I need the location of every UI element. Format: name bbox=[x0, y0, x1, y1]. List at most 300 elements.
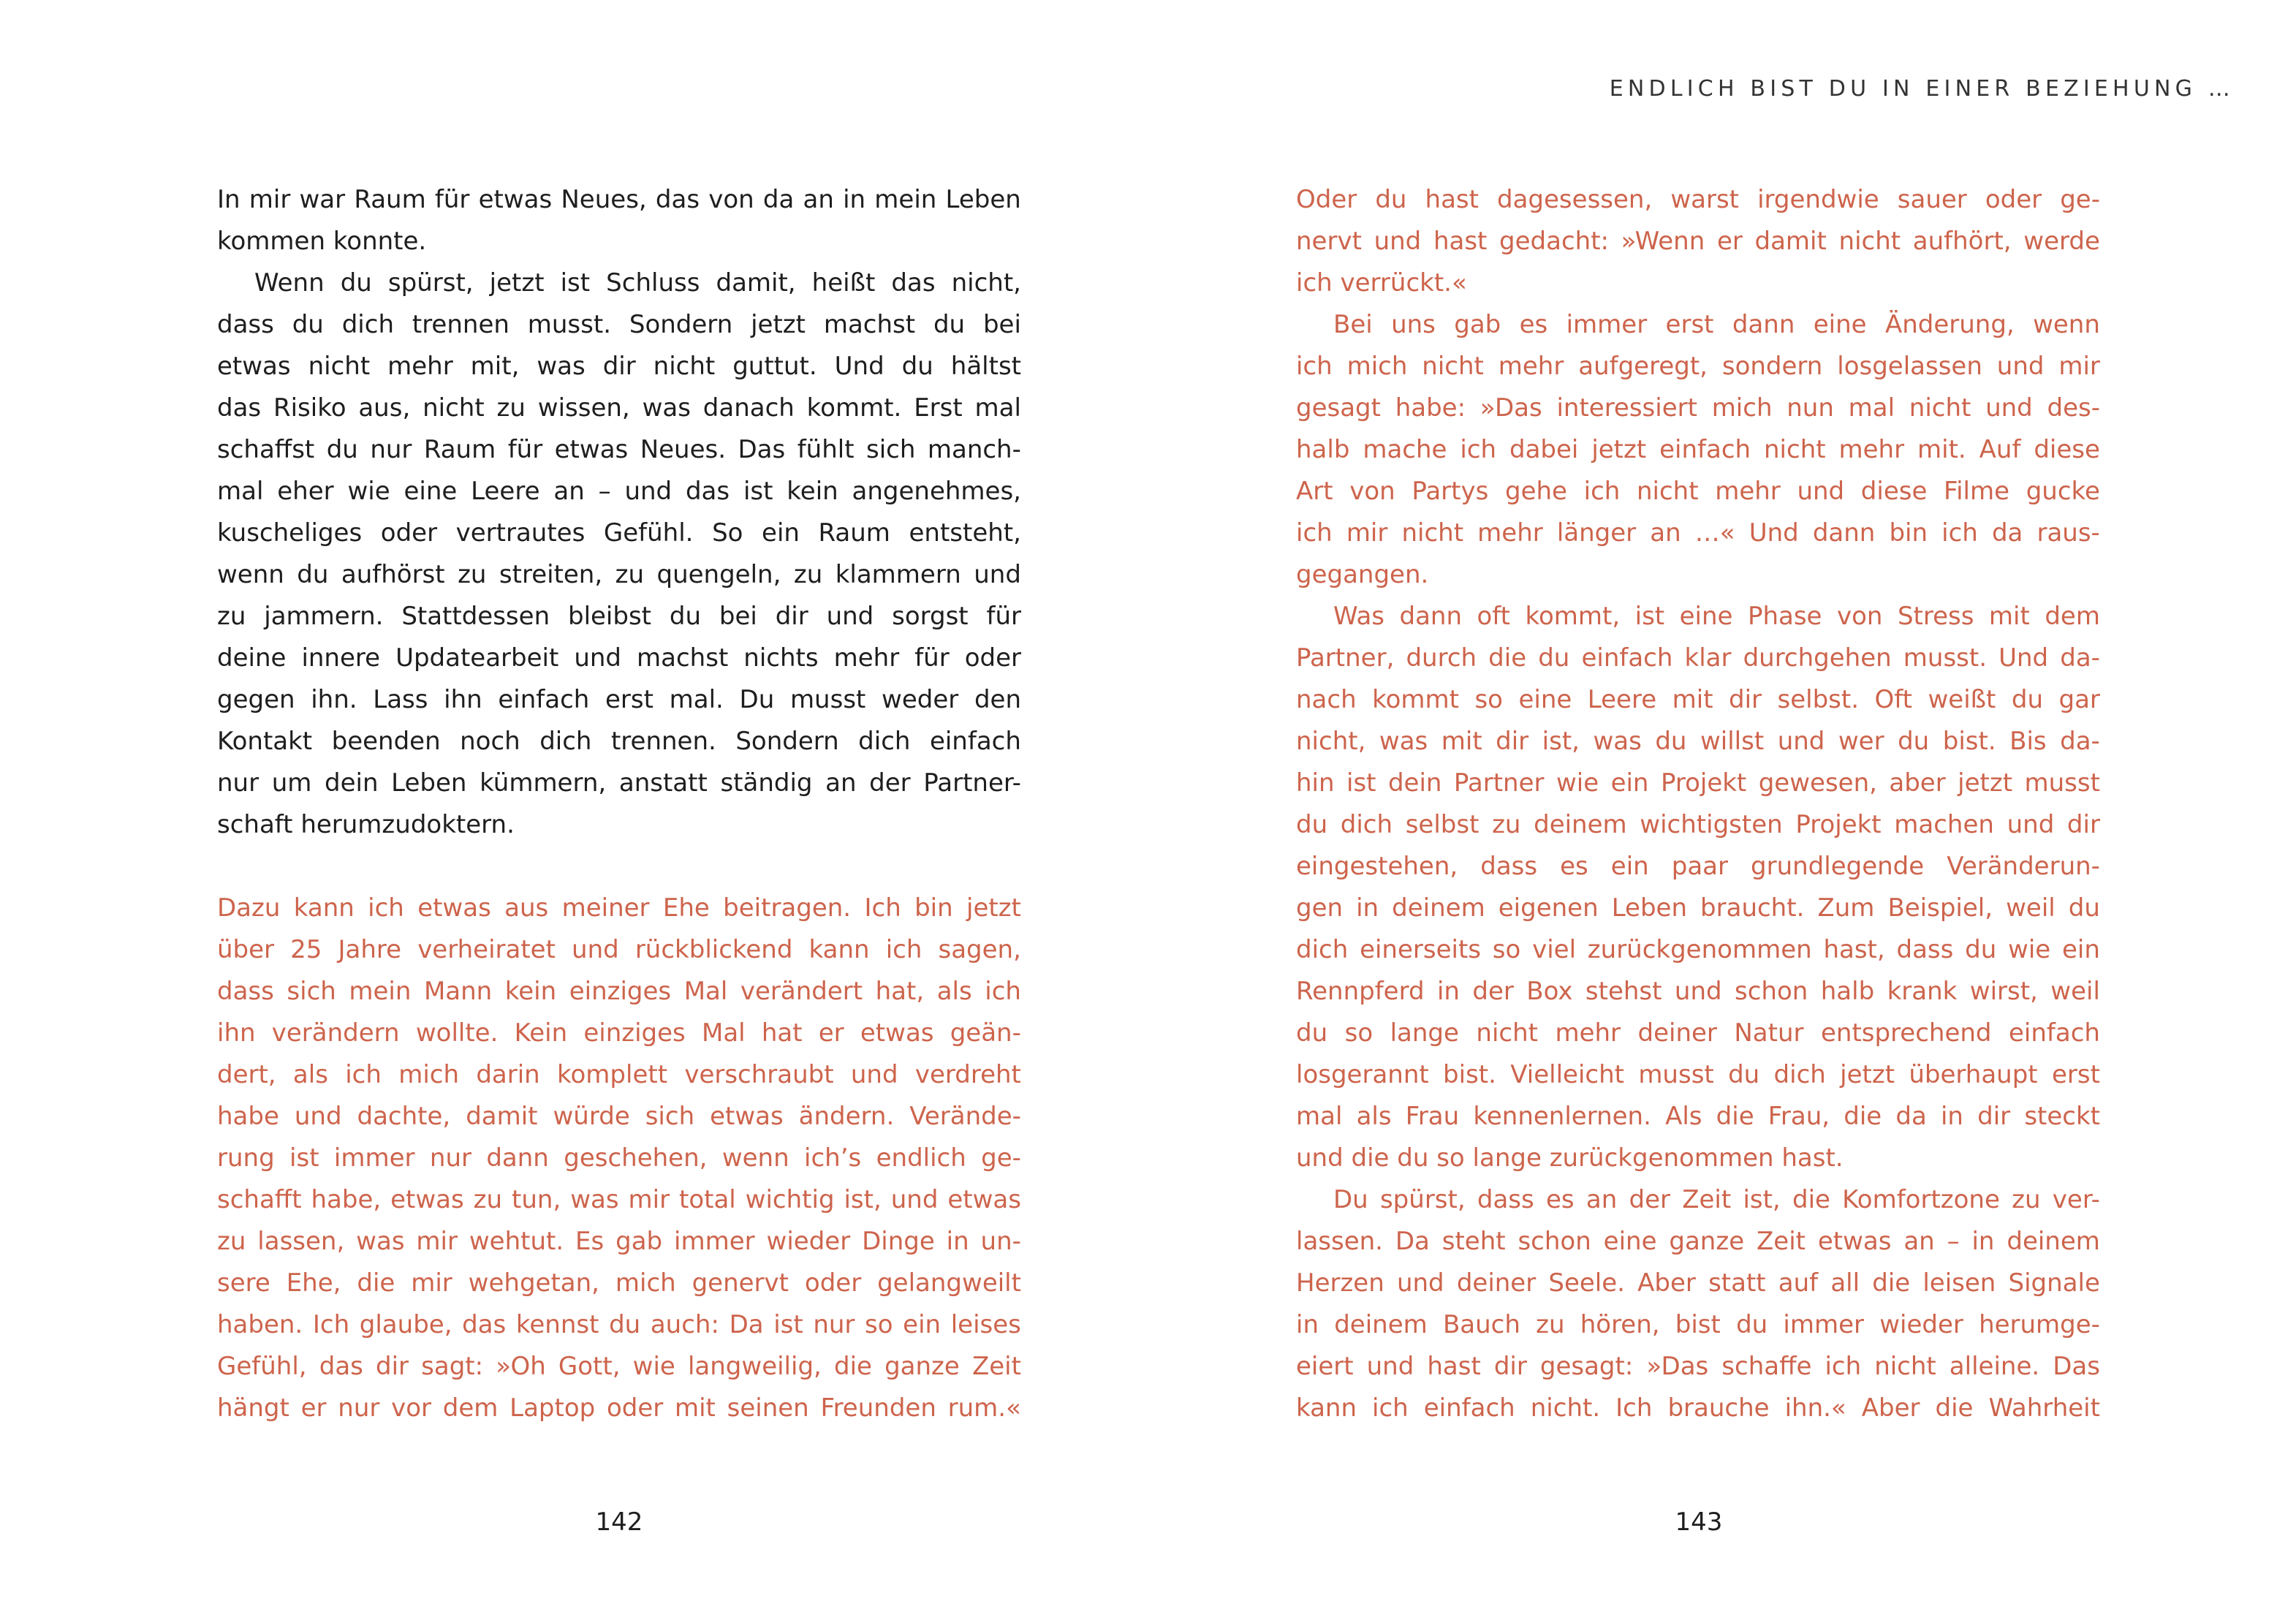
word: rung bbox=[217, 1143, 275, 1173]
word: da bbox=[1991, 518, 2023, 548]
word: Jahre bbox=[338, 935, 402, 964]
word: das bbox=[655, 185, 700, 214]
word: als bbox=[292, 1060, 328, 1089]
word: seinen bbox=[727, 1393, 809, 1423]
text-line bbox=[1296, 1221, 2100, 1263]
word: mehr bbox=[1715, 477, 1781, 506]
word: ein bbox=[762, 518, 800, 548]
word: zu bbox=[473, 1185, 503, 1214]
word: an bbox=[825, 768, 857, 798]
word: Stress bbox=[1897, 602, 1974, 631]
word: von bbox=[1349, 477, 1395, 506]
word: Erst bbox=[914, 393, 963, 423]
word: selbst. bbox=[1777, 685, 1860, 714]
word: an bbox=[553, 477, 585, 506]
word: nicht bbox=[653, 352, 716, 381]
word: kein bbox=[787, 477, 838, 506]
text-line bbox=[217, 179, 1021, 221]
word: dich bbox=[1340, 810, 1393, 839]
word: heißt bbox=[811, 268, 876, 298]
word: oft bbox=[1477, 602, 1510, 631]
word: den bbox=[974, 685, 1021, 714]
word: entsprechend bbox=[1820, 1018, 1992, 1048]
word: herumzudoktern. bbox=[300, 810, 515, 839]
text-line bbox=[217, 1054, 1021, 1096]
word: das bbox=[462, 1310, 507, 1339]
word: anstatt bbox=[618, 768, 708, 798]
word: ist bbox=[560, 268, 591, 298]
word: schon bbox=[1735, 977, 1808, 1006]
word: mehr bbox=[1838, 435, 1905, 464]
word: nichts bbox=[743, 643, 819, 673]
word: die bbox=[1351, 1143, 1398, 1173]
word: bei bbox=[719, 602, 757, 631]
word: Du bbox=[1333, 1185, 1368, 1214]
word: wehtut. bbox=[469, 1227, 564, 1256]
word: nach bbox=[1296, 685, 1357, 714]
word: wichtig bbox=[745, 1185, 835, 1214]
word: steckt bbox=[2024, 1102, 2100, 1131]
word: bist. bbox=[1942, 727, 1996, 756]
word: erst bbox=[605, 685, 653, 714]
word: Du bbox=[739, 685, 775, 714]
word: Leere bbox=[471, 477, 540, 506]
word: Da bbox=[729, 1310, 764, 1339]
word: dich bbox=[341, 310, 394, 339]
word: Gott, bbox=[558, 1352, 621, 1381]
word: du bbox=[2011, 685, 2044, 714]
word: Frau bbox=[1405, 1102, 1460, 1131]
word: verrückt.« bbox=[1340, 268, 1467, 298]
word: nicht bbox=[1838, 227, 1901, 256]
word: einfach bbox=[929, 727, 1021, 756]
text-line bbox=[1296, 804, 2100, 846]
word: machst bbox=[823, 310, 916, 339]
word: Schluss bbox=[606, 268, 700, 298]
word: etwas bbox=[554, 435, 629, 464]
word: »Das bbox=[1646, 1352, 1709, 1381]
word: dann bbox=[1732, 310, 1795, 339]
word: damit bbox=[466, 1102, 538, 1131]
word: dachte, bbox=[357, 1102, 451, 1131]
word: zurückgenommen bbox=[1587, 935, 1812, 964]
word: wollte. bbox=[415, 1018, 499, 1048]
text-line bbox=[1296, 888, 2100, 929]
word: gesagt bbox=[1296, 393, 1381, 423]
word: dass bbox=[1480, 852, 1538, 881]
word: geän- bbox=[950, 1018, 1021, 1048]
word: und bbox=[1674, 977, 1722, 1006]
word: Leben bbox=[1611, 893, 1687, 923]
word: herumge- bbox=[1979, 1310, 2100, 1339]
word: machen bbox=[1894, 810, 1994, 839]
word: das bbox=[217, 393, 262, 423]
word: hast. bbox=[1781, 1143, 1844, 1173]
word: Aber bbox=[1861, 1393, 1920, 1423]
word: nicht bbox=[1476, 1018, 1538, 1048]
word: als bbox=[1356, 1102, 1392, 1131]
word: nicht bbox=[1636, 477, 1699, 506]
word: als bbox=[936, 977, 972, 1006]
word: Raum bbox=[818, 518, 890, 548]
word: brauche bbox=[1667, 1393, 1770, 1423]
word: und bbox=[574, 643, 622, 673]
text-line bbox=[1296, 512, 2100, 554]
word: etwas bbox=[217, 352, 291, 381]
word: lange bbox=[1390, 1018, 1459, 1048]
word: nicht bbox=[1401, 518, 1464, 548]
word: Zum bbox=[1817, 893, 1875, 923]
word: einfach bbox=[1581, 643, 1673, 673]
word: auf bbox=[1778, 1268, 1819, 1298]
word: der bbox=[1472, 977, 1514, 1006]
text-line bbox=[1296, 971, 2100, 1013]
word: in bbox=[1971, 1227, 1995, 1256]
word: kann bbox=[808, 935, 870, 964]
word: krank bbox=[1887, 977, 1958, 1006]
word: mit, bbox=[470, 352, 520, 381]
word: nicht bbox=[1422, 352, 1484, 381]
word: konnte. bbox=[333, 227, 427, 256]
word: eingestehen, bbox=[1296, 852, 1458, 881]
word: deiner bbox=[1456, 1268, 1537, 1298]
word: von bbox=[708, 185, 754, 214]
word: Was bbox=[1333, 602, 1384, 631]
word: kuscheliges bbox=[217, 518, 363, 548]
word: zu bbox=[2012, 1185, 2041, 1214]
word: in bbox=[1296, 1310, 1319, 1339]
word: geschehen, bbox=[564, 1143, 708, 1173]
word: Zeit bbox=[1682, 1185, 1732, 1214]
word: ist bbox=[743, 477, 773, 506]
text-line bbox=[217, 221, 1021, 262]
word: das bbox=[319, 1352, 363, 1381]
word: mich bbox=[615, 1268, 676, 1298]
word: ich bbox=[1825, 1352, 1862, 1381]
word: Laptop bbox=[509, 1393, 596, 1423]
word: in bbox=[1940, 1102, 1963, 1131]
text-line bbox=[217, 429, 1021, 471]
word: du bbox=[1898, 727, 1930, 756]
word: trennen bbox=[412, 310, 509, 339]
word: so bbox=[1436, 1143, 1473, 1173]
word: du bbox=[292, 310, 324, 339]
word: wirst, bbox=[1969, 977, 2038, 1006]
word: viel bbox=[1532, 935, 1577, 964]
word: nicht, bbox=[951, 268, 1021, 298]
word: kann bbox=[293, 893, 355, 923]
word: bist bbox=[1675, 1310, 1721, 1339]
word: oder bbox=[380, 518, 438, 548]
word: die bbox=[1792, 1185, 1830, 1214]
word: gedacht: bbox=[1499, 227, 1609, 256]
text-line bbox=[1296, 221, 2100, 262]
word: vertrautes bbox=[455, 518, 586, 548]
word: zu bbox=[217, 1227, 246, 1256]
word: ihn bbox=[217, 1018, 256, 1048]
text-line bbox=[1296, 262, 2100, 304]
text-line bbox=[1296, 1346, 2100, 1388]
word: du bbox=[1736, 1310, 1768, 1339]
paragraph-gap bbox=[217, 846, 1021, 888]
word: verdreht bbox=[914, 1060, 1021, 1089]
word: streiten, bbox=[499, 560, 603, 589]
word: ich bbox=[1460, 435, 1497, 464]
word: oder bbox=[606, 1393, 664, 1423]
word: spürst, bbox=[1379, 1185, 1466, 1214]
word: etwas bbox=[478, 185, 553, 214]
text-line bbox=[217, 387, 1021, 429]
word: …« bbox=[1694, 518, 1735, 548]
word: fühlt bbox=[797, 435, 855, 464]
word: mein bbox=[874, 185, 937, 214]
word: jetzt bbox=[966, 893, 1021, 923]
word: bei bbox=[982, 310, 1021, 339]
word: aber bbox=[1889, 768, 1946, 798]
word: der bbox=[869, 768, 911, 798]
word: musst bbox=[2024, 768, 2100, 798]
word: ganze bbox=[884, 1352, 960, 1381]
word: immer bbox=[333, 1143, 415, 1173]
word: interessiert bbox=[1556, 393, 1697, 423]
word: dabei bbox=[1509, 435, 1579, 464]
word: bist. bbox=[1443, 1060, 1496, 1089]
word: und bbox=[890, 1185, 939, 1214]
word: dass bbox=[217, 977, 274, 1006]
word: in bbox=[1356, 893, 1379, 923]
word: ich bbox=[1583, 477, 1621, 506]
word: schaffst bbox=[217, 435, 315, 464]
word: mir bbox=[628, 1185, 670, 1214]
word: nicht bbox=[423, 393, 485, 423]
word: was bbox=[1379, 727, 1428, 756]
word: und bbox=[2007, 810, 2055, 839]
word: habe bbox=[217, 1102, 279, 1131]
word: du bbox=[1397, 1143, 1437, 1173]
word: sich bbox=[866, 435, 916, 464]
word: einfach bbox=[498, 685, 590, 714]
word: deine bbox=[217, 643, 287, 673]
word: bin bbox=[1889, 518, 1928, 548]
word: schaffe bbox=[1721, 1352, 1812, 1381]
word: musst bbox=[1638, 1060, 1714, 1089]
word: erst bbox=[2051, 1060, 2100, 1089]
word: etwas bbox=[710, 1102, 784, 1131]
word: der bbox=[1629, 1185, 1670, 1214]
word: einerseits bbox=[1360, 935, 1481, 964]
word: für bbox=[986, 602, 1021, 631]
word: klar bbox=[1684, 643, 1732, 673]
word: aufgeregt, bbox=[1578, 352, 1708, 381]
word: nur bbox=[370, 435, 412, 464]
word: Raum bbox=[423, 435, 496, 464]
word: Und bbox=[1748, 518, 1799, 548]
text-line bbox=[217, 512, 1021, 554]
word: wie bbox=[2008, 935, 2051, 964]
word: Ich bbox=[864, 893, 901, 923]
word: wenn bbox=[2033, 310, 2100, 339]
word: hast, bbox=[1823, 935, 1885, 964]
word: Beispiel, bbox=[1887, 893, 1993, 923]
word: mal bbox=[1296, 1102, 1343, 1131]
word: ein bbox=[1610, 768, 1649, 798]
word: ändern. bbox=[798, 1102, 895, 1131]
word: nur bbox=[338, 1393, 380, 1423]
word: weil bbox=[2050, 977, 2100, 1006]
word: kein bbox=[504, 977, 557, 1006]
word: So bbox=[712, 518, 743, 548]
word: wie bbox=[1556, 768, 1599, 798]
word: in bbox=[843, 185, 866, 214]
word: Wahrheit bbox=[1988, 1393, 2100, 1423]
word: zu bbox=[793, 560, 823, 589]
word: die bbox=[357, 1268, 395, 1298]
text-line bbox=[217, 262, 1021, 304]
word: aufhört, bbox=[1912, 227, 2012, 256]
word: mache bbox=[1363, 435, 1447, 464]
word: schafft bbox=[217, 1185, 302, 1214]
word: eine bbox=[1518, 685, 1572, 714]
word: Mann bbox=[423, 977, 493, 1006]
word: schaft bbox=[217, 810, 301, 839]
word: mehr bbox=[1477, 518, 1543, 548]
word: ich bbox=[1296, 352, 1333, 381]
word: grundlegende bbox=[1751, 852, 1925, 881]
word: jetzt bbox=[1958, 768, 2013, 798]
word: er bbox=[1716, 227, 1743, 256]
word: und bbox=[294, 1102, 342, 1131]
word: dich bbox=[539, 727, 592, 756]
word: du bbox=[297, 560, 329, 589]
word: Leben bbox=[391, 768, 467, 798]
word: ist, bbox=[1743, 1185, 1781, 1214]
word: etwas bbox=[860, 1018, 934, 1048]
word: zu bbox=[1536, 1310, 1565, 1339]
word: diese bbox=[1860, 477, 1928, 506]
word: verändern bbox=[271, 1018, 400, 1048]
word: quengeln, bbox=[656, 560, 781, 589]
word: ich bbox=[1296, 268, 1341, 298]
text-line bbox=[1296, 1138, 2100, 1179]
word: dein bbox=[1387, 768, 1442, 798]
word: ich bbox=[885, 935, 922, 964]
word: tun, bbox=[512, 1185, 561, 1214]
word: verschraubt bbox=[684, 1060, 834, 1089]
word: du bbox=[340, 268, 372, 298]
word: nicht bbox=[308, 352, 371, 381]
word: kommt. bbox=[806, 393, 902, 423]
word: hören, bbox=[1580, 1310, 1660, 1339]
word: trennen. bbox=[610, 727, 716, 756]
word: sauer bbox=[1897, 185, 1967, 214]
text-line bbox=[217, 929, 1021, 971]
word: immer bbox=[674, 1227, 755, 1256]
word: überhaupt bbox=[1909, 1060, 2038, 1089]
word: mal bbox=[1848, 393, 1895, 423]
word: Raum bbox=[354, 185, 426, 214]
text-line bbox=[1296, 304, 2100, 346]
word: mir bbox=[249, 185, 291, 214]
word: für bbox=[507, 435, 543, 464]
word: losgelassen bbox=[1837, 352, 1982, 381]
word: dir bbox=[602, 352, 636, 381]
word: weil bbox=[2006, 893, 2056, 923]
word: kann bbox=[1296, 1393, 1357, 1423]
word: Zeit bbox=[971, 1352, 1021, 1381]
word: Ich bbox=[312, 1310, 350, 1339]
text-line bbox=[217, 1263, 1021, 1304]
text-line bbox=[1296, 596, 2100, 638]
word: gen bbox=[1296, 893, 1344, 923]
word: nur bbox=[429, 1143, 471, 1173]
word: du bbox=[933, 310, 966, 339]
word: Bei bbox=[1333, 310, 1373, 339]
word: In bbox=[217, 185, 240, 214]
word: hängt bbox=[217, 1393, 289, 1423]
word: nervt bbox=[1296, 227, 1362, 256]
word: Partner, bbox=[1296, 643, 1395, 673]
word: langweilig, bbox=[687, 1352, 822, 1381]
word: Freunden bbox=[820, 1393, 936, 1423]
word: wer bbox=[1838, 727, 1884, 756]
word: ist bbox=[1346, 768, 1376, 798]
word: und bbox=[1996, 352, 2045, 381]
word: Bauch bbox=[1442, 1310, 1520, 1339]
word: so bbox=[865, 1310, 893, 1339]
word: du bbox=[1296, 1018, 1328, 1048]
text-line bbox=[217, 804, 1021, 846]
word: sere bbox=[217, 1268, 270, 1298]
text-line bbox=[1296, 1388, 2100, 1429]
word: komplett bbox=[557, 1060, 668, 1089]
word: zu bbox=[496, 393, 526, 423]
word: dich bbox=[858, 727, 911, 756]
word: halb bbox=[1820, 977, 1875, 1006]
text-line bbox=[217, 346, 1021, 387]
word: oder bbox=[1985, 185, 2042, 214]
word: wie bbox=[347, 477, 390, 506]
word: das bbox=[685, 477, 730, 506]
word: beenden bbox=[331, 727, 441, 756]
right-page-text bbox=[1296, 179, 2100, 1429]
word: willst bbox=[1700, 727, 1765, 756]
text-line bbox=[217, 638, 1021, 679]
word: du bbox=[1965, 935, 1997, 964]
word: würde bbox=[553, 1102, 630, 1131]
word: Da bbox=[1395, 1227, 1430, 1256]
word: über bbox=[217, 935, 275, 964]
word: vor bbox=[391, 1393, 431, 1423]
page-number-left: 142 bbox=[595, 1507, 643, 1537]
word: klammern bbox=[835, 560, 961, 589]
word: dass bbox=[1477, 1185, 1534, 1214]
word: deinem bbox=[1392, 893, 1485, 923]
word: Und bbox=[834, 352, 884, 381]
word: ich bbox=[1941, 518, 1978, 548]
word: gab bbox=[1454, 310, 1501, 339]
word: Auf bbox=[1979, 435, 2021, 464]
word: an bbox=[1903, 1227, 1935, 1256]
word: zurückgenommen bbox=[1549, 1143, 1782, 1173]
word: hast bbox=[1427, 1352, 1481, 1381]
word: beitragen. bbox=[723, 893, 852, 923]
word: die bbox=[1872, 1268, 1911, 1298]
word: noch bbox=[460, 727, 520, 756]
word: aufhörst bbox=[341, 560, 445, 589]
word: hat, bbox=[875, 977, 925, 1006]
word: Box bbox=[1526, 977, 1573, 1006]
word: kommen bbox=[217, 227, 333, 256]
